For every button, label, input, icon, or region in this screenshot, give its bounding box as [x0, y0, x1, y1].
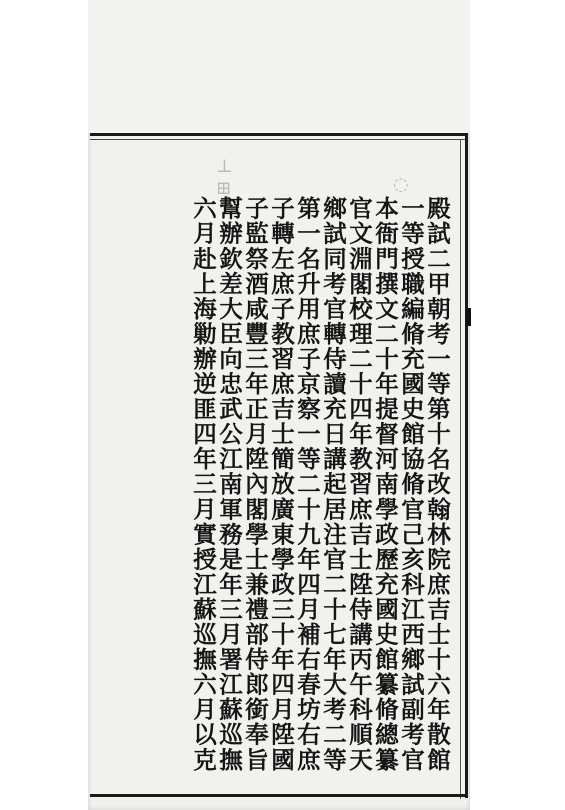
text-column: 本衙門撰文二十年提督河南學政歷充國史館纂脩總纂 [371, 196, 399, 773]
text-column: 六月赴上海勦辦逆匪四年三月實授江蘇巡撫六月以克 [189, 196, 217, 773]
document-page [88, 0, 470, 810]
text-column: 一等授職編脩充國史館協脩官己亥科江西鄉試副考官 [397, 196, 425, 773]
text-column: 殿試二甲朝考一等第十名改翰林院庶吉士十六年散館 [423, 196, 451, 773]
text-column: 官文淵閣校理二十四年教習庶吉士陞侍講丙午科順天 [345, 196, 373, 773]
bleed-through-mark: ◌ [393, 174, 409, 195]
text-column: 子轉左庶子教習庶吉士簡放廣東學政三十年四月陞國 [267, 196, 295, 773]
scan-border-left [0, 0, 88, 810]
vertical-text-block [88, 0, 470, 810]
text-column: 鄉試同考官轉侍讀充日講起居注官二十七年大考二等 [319, 196, 347, 773]
bleed-through-mark: ⊥ [216, 156, 233, 177]
text-column: 幫辦欽差大臣向忠武公江南軍務是年三月署江蘇巡撫 [215, 196, 243, 773]
text-column: 子監祭酒咸豐三年正月陞內閣學士兼禮部侍郎銜奉旨 [241, 196, 269, 773]
bleed-through-mark: ⊞ [216, 178, 232, 199]
scan-border-right [470, 0, 565, 810]
text-column: 第一名升用庶子京察一等二十九年四月補右春坊右庶 [293, 196, 321, 773]
